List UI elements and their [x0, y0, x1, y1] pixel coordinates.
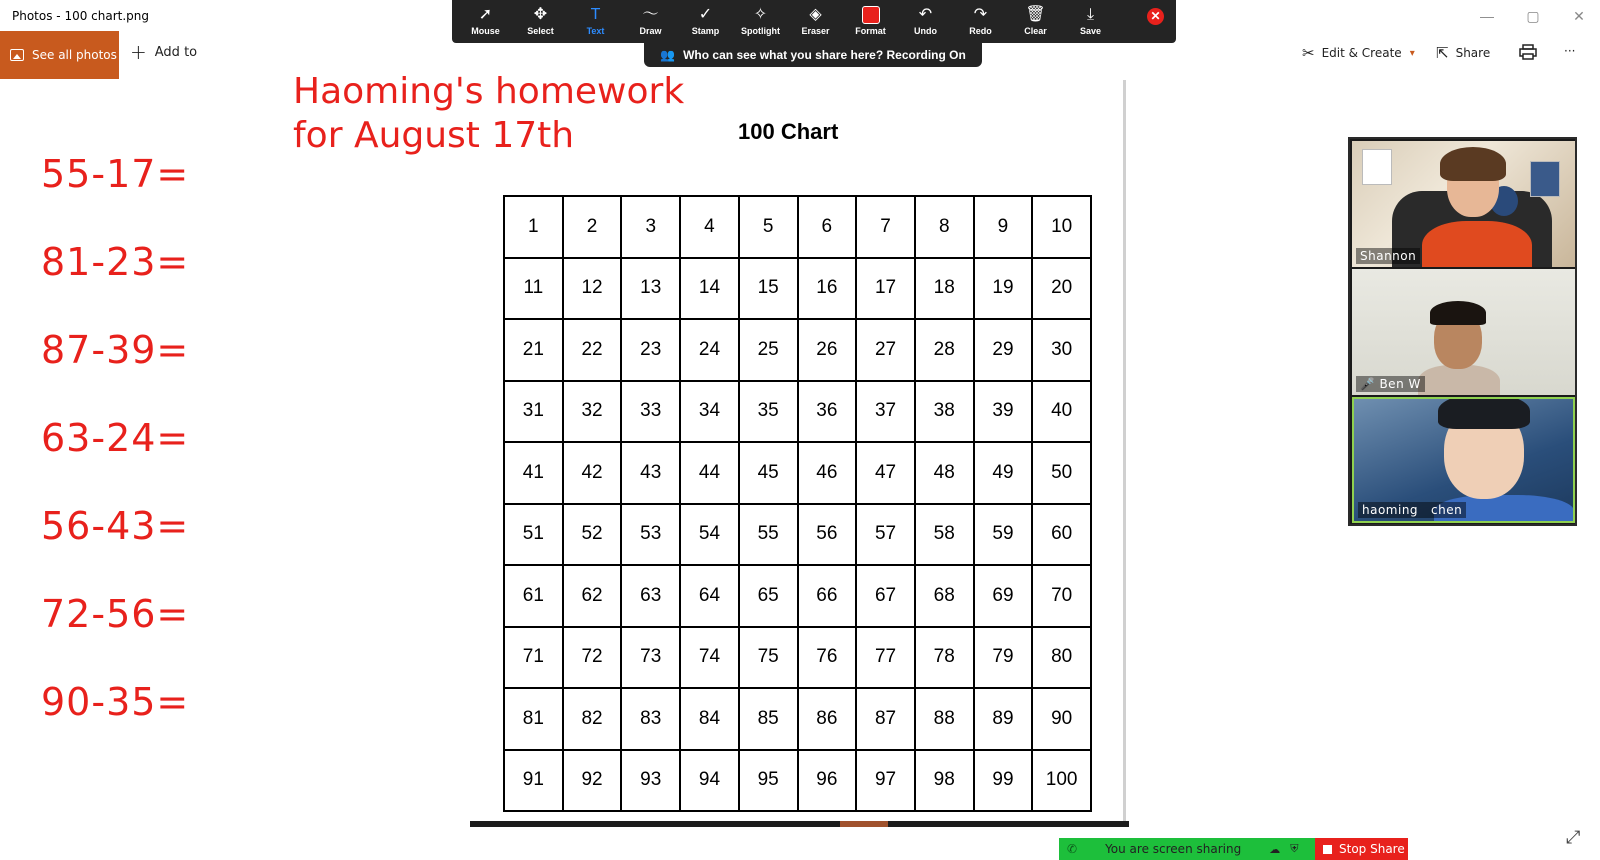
- participants-icon: 👥: [660, 48, 676, 62]
- more-options-button[interactable]: [1564, 44, 1575, 58]
- chart-cell: 32: [564, 382, 623, 444]
- photo-icon: [10, 49, 24, 61]
- chart-cell: 90: [1033, 689, 1092, 751]
- chevron-down-icon: ▾: [1409, 47, 1415, 59]
- subtraction-problem: 56-43=: [41, 504, 190, 548]
- chart-cell: 63: [622, 566, 681, 628]
- chart-cell: 19: [975, 259, 1034, 321]
- tool-redo-button[interactable]: [953, 0, 1008, 43]
- chart-cell: 14: [681, 259, 740, 321]
- format-color-swatch: [862, 6, 880, 24]
- video-tile-shannon[interactable]: [1352, 141, 1575, 267]
- chart-cell: 24: [681, 320, 740, 382]
- tool-label: Redo: [969, 26, 992, 36]
- subtraction-problem: 90-35=: [41, 680, 190, 724]
- tool-label: Mouse: [471, 26, 500, 36]
- chart-cell: 96: [799, 751, 858, 813]
- tool-label: Eraser: [801, 26, 830, 36]
- share-button[interactable]: [1436, 44, 1490, 62]
- chart-cell: 10: [1033, 197, 1092, 259]
- chart-cell: 80: [1033, 628, 1092, 690]
- chart-cell: 70: [1033, 566, 1092, 628]
- plus-icon: +: [130, 40, 147, 64]
- ellipsis-icon: ···: [1564, 44, 1576, 58]
- mouse-icon: ➚: [478, 6, 493, 23]
- chart-cell: 83: [622, 689, 681, 751]
- chart-cell: 79: [975, 628, 1034, 690]
- tool-label: Clear: [1024, 26, 1047, 36]
- participant-name-tag: [1356, 376, 1425, 392]
- chart-cell: 46: [799, 443, 858, 505]
- chart-cell: 47: [857, 443, 916, 505]
- tool-label: Text: [586, 26, 605, 36]
- chart-cell: 22: [564, 320, 623, 382]
- annotation-toolbar: [452, 0, 1176, 43]
- subtraction-problem: 55-17=: [41, 152, 190, 196]
- wall-poster: [1362, 149, 1392, 185]
- chart-cell: 39: [975, 382, 1034, 444]
- minimize-button[interactable]: —: [1480, 8, 1494, 24]
- chart-cell: 58: [916, 505, 975, 567]
- chart-cell: 35: [740, 382, 799, 444]
- chart-cell: 57: [857, 505, 916, 567]
- close-annotation-button[interactable]: ✕: [1147, 8, 1164, 25]
- chart-cell: 7: [857, 197, 916, 259]
- chart-cell: 45: [740, 443, 799, 505]
- chart-cell: 98: [916, 751, 975, 813]
- chart-cell: 2: [564, 197, 623, 259]
- chart-cell: 4: [681, 197, 740, 259]
- chart-cell: 65: [740, 566, 799, 628]
- chart-cell: 76: [799, 628, 858, 690]
- chart-cell: 49: [975, 443, 1034, 505]
- chart-cell: 94: [681, 751, 740, 813]
- chart-cell: 1: [505, 197, 564, 259]
- chart-cell: 25: [740, 320, 799, 382]
- see-all-photos-button[interactable]: [0, 31, 119, 79]
- chart-cell: 41: [505, 443, 564, 505]
- chart-cell: 64: [681, 566, 740, 628]
- chart-cell: 33: [622, 382, 681, 444]
- see-all-photos-label: See all photos: [32, 48, 117, 62]
- chart-cell: 56: [799, 505, 858, 567]
- close-window-button[interactable]: ✕: [1573, 7, 1585, 24]
- chart-cell: 3: [622, 197, 681, 259]
- subtraction-problem: 81-23=: [41, 240, 190, 284]
- chart-cell: 26: [799, 320, 858, 382]
- person-body: [1422, 221, 1532, 267]
- edit-create-icon: ✂: [1302, 44, 1315, 62]
- chart-cell: 55: [740, 505, 799, 567]
- chart-cell: 30: [1033, 320, 1092, 382]
- printer-icon: [1519, 44, 1537, 60]
- chart-cell: 86: [799, 689, 858, 751]
- chart-cell: 21: [505, 320, 564, 382]
- chart-cell: 34: [681, 382, 740, 444]
- tool-label: Format: [855, 26, 886, 36]
- tool-select-button[interactable]: [513, 0, 568, 43]
- chart-cell: 69: [975, 566, 1034, 628]
- chart-cell: 27: [857, 320, 916, 382]
- chart-cell: 6: [799, 197, 858, 259]
- chart-cell: 87: [857, 689, 916, 751]
- chart-cell: 54: [681, 505, 740, 567]
- person-hair: [1430, 301, 1486, 325]
- tool-mouse-button[interactable]: [458, 0, 513, 43]
- chart-cell: 99: [975, 751, 1034, 813]
- chart-cell: 17: [857, 259, 916, 321]
- cloud-icon: ☁: [1269, 842, 1281, 856]
- scrollbar-thumb[interactable]: [840, 821, 888, 827]
- chart-cell: 91: [505, 751, 564, 813]
- participant-name: Shannon: [1356, 248, 1420, 264]
- chart-cell: 62: [564, 566, 623, 628]
- chart-cell: 40: [1033, 382, 1092, 444]
- chart-cell: 20: [1033, 259, 1092, 321]
- chart-cell: 8: [916, 197, 975, 259]
- person-hair: [1440, 147, 1506, 181]
- chart-cell: 18: [916, 259, 975, 321]
- share-label: Share: [1455, 46, 1491, 60]
- redo-icon: ↷: [973, 6, 988, 23]
- chart-cell: 97: [857, 751, 916, 813]
- hundred-chart-grid: [503, 195, 1092, 812]
- chart-cell: 82: [564, 689, 623, 751]
- chart-cell: 23: [622, 320, 681, 382]
- chart-cell: 66: [799, 566, 858, 628]
- tool-clear-button[interactable]: [1008, 0, 1063, 43]
- chart-cell: 5: [740, 197, 799, 259]
- homework-title-line2: for August 17th: [293, 115, 575, 156]
- person-hair: [1438, 397, 1530, 429]
- wall-poster: [1530, 161, 1560, 197]
- chart-cell: 71: [505, 628, 564, 690]
- chart-cell: 50: [1033, 443, 1092, 505]
- chart-cell: 38: [916, 382, 975, 444]
- chart-cell: 85: [740, 689, 799, 751]
- chart-cell: 89: [975, 689, 1034, 751]
- homework-title-line1: Haoming's homework: [293, 71, 685, 112]
- chart-cell: 51: [505, 505, 564, 567]
- horizontal-scrollbar[interactable]: [470, 821, 1129, 827]
- stop-share-button[interactable]: [1315, 838, 1408, 860]
- share-icon: ⇱: [1436, 44, 1449, 62]
- add-to-label: Add to: [154, 44, 198, 60]
- edit-create-label: Edit & Create: [1321, 46, 1402, 60]
- share-notice-text: Who can see what you share here? Recording On: [683, 48, 966, 62]
- tool-eraser-button[interactable]: [788, 0, 843, 43]
- chart-cell: 59: [975, 505, 1034, 567]
- chart-cell: 31: [505, 382, 564, 444]
- chart-cell: 52: [564, 505, 623, 567]
- chart-cell: 73: [622, 628, 681, 690]
- tool-draw-button[interactable]: [623, 0, 678, 43]
- chart-cell: 95: [740, 751, 799, 813]
- chart-cell: 11: [505, 259, 564, 321]
- tool-save-button[interactable]: [1063, 0, 1118, 43]
- video-panel[interactable]: [1348, 137, 1577, 526]
- chart-cell: 15: [740, 259, 799, 321]
- chart-cell: 44: [681, 443, 740, 505]
- edit-create-button[interactable]: [1302, 44, 1415, 62]
- subtraction-problem: 87-39=: [41, 328, 190, 372]
- video-tile-ben[interactable]: [1352, 269, 1575, 395]
- chart-cell: 60: [1033, 505, 1092, 567]
- chart-cell: 36: [799, 382, 858, 444]
- homework-title: [293, 70, 684, 158]
- save-icon: ⤓: [1086, 6, 1095, 23]
- chart-cell: 16: [799, 259, 858, 321]
- chart-cell: 93: [622, 751, 681, 813]
- subtraction-problem: 72-56=: [41, 592, 190, 636]
- chart-cell: 74: [681, 628, 740, 690]
- draw-icon: 〜: [642, 6, 659, 23]
- tool-spotlight-button[interactable]: [733, 0, 788, 43]
- chart-cell: 37: [857, 382, 916, 444]
- chart-title: 100 Chart: [738, 119, 839, 144]
- text-icon: T: [590, 6, 601, 23]
- chart-cell: 100: [1033, 751, 1092, 813]
- stamp-icon: ✓: [698, 6, 713, 23]
- spotlight-icon: ✧: [753, 6, 768, 23]
- muted-mic-icon: 🎤: [1360, 377, 1376, 391]
- chart-cell: 81: [505, 689, 564, 751]
- phone-icon: ✆: [1067, 842, 1078, 856]
- chart-cell: 61: [505, 566, 564, 628]
- subtraction-problem: 63-24=: [41, 416, 190, 460]
- eraser-icon: ◈: [809, 6, 822, 23]
- chart-cell: 88: [916, 689, 975, 751]
- undo-icon: ↶: [918, 6, 933, 23]
- chart-cell: 48: [916, 443, 975, 505]
- chart-cell: 78: [916, 628, 975, 690]
- document-edge: [1123, 80, 1126, 823]
- chart-cell: 53: [622, 505, 681, 567]
- window-title: Photos - 100 chart.png: [12, 9, 150, 23]
- tool-text-button[interactable]: [568, 0, 623, 43]
- chart-cell: 29: [975, 320, 1034, 382]
- chart-cell: 42: [564, 443, 623, 505]
- sharing-status: You are screen sharing: [1105, 842, 1242, 856]
- chart-cell: 43: [622, 443, 681, 505]
- shield-icon: ⛨: [1290, 842, 1299, 855]
- select-icon: ✥: [533, 6, 548, 23]
- chart-cell: 92: [564, 751, 623, 813]
- print-button[interactable]: [1519, 44, 1537, 60]
- add-to-button[interactable]: [130, 40, 198, 64]
- chart-cell: 67: [857, 566, 916, 628]
- participant-name: haoming chen: [1358, 502, 1466, 518]
- participant-name: Ben W: [1379, 377, 1421, 391]
- chart-cell: 75: [740, 628, 799, 690]
- maximize-button[interactable]: ▢: [1526, 7, 1540, 24]
- video-tile-haoming[interactable]: [1352, 397, 1575, 523]
- tool-label: Draw: [639, 26, 662, 36]
- expand-icon[interactable]: ⤢: [1566, 827, 1581, 847]
- tool-label: Save: [1079, 26, 1102, 36]
- chart-cell: 12: [564, 259, 623, 321]
- chart-cell: 9: [975, 197, 1034, 259]
- chart-cell: 84: [681, 689, 740, 751]
- stop-share-label: Stop Share: [1339, 842, 1405, 856]
- screen-sharing-bar[interactable]: [1059, 838, 1315, 860]
- chart-cell: 13: [622, 259, 681, 321]
- share-notice-banner[interactable]: [644, 43, 982, 67]
- clear-icon: 🗑: [1025, 6, 1046, 23]
- tool-label: Select: [527, 26, 554, 36]
- stop-icon: [1323, 845, 1332, 854]
- tool-undo-button[interactable]: [898, 0, 953, 43]
- person-body: [1418, 365, 1500, 395]
- tool-stamp-button[interactable]: [678, 0, 733, 43]
- chart-cell: 72: [564, 628, 623, 690]
- tool-label: Spotlight: [741, 26, 780, 36]
- chart-cell: 28: [916, 320, 975, 382]
- chart-cell: 77: [857, 628, 916, 690]
- tool-format-button[interactable]: [843, 0, 898, 43]
- tool-label: Undo: [914, 26, 937, 36]
- chart-cell: 68: [916, 566, 975, 628]
- tool-label: Stamp: [691, 26, 720, 36]
